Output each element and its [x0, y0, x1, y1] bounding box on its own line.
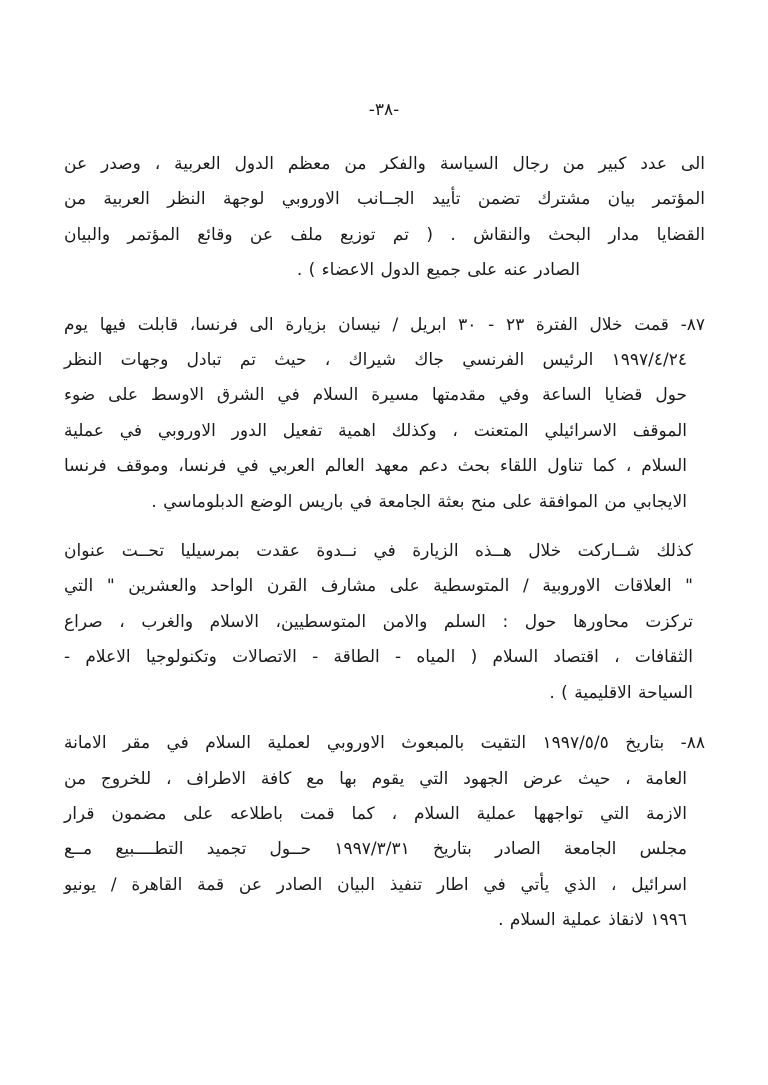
text-line: الايجابي من الموافقة على منح بعثة الجامعة في باريس الوضع الدبلوماسي . [151, 491, 687, 512]
text-line: " العلاقات الاوروبية / المتوسطية على مشارف القرن الواحد والعشرين " التي [64, 576, 693, 597]
text-line: اسرائيل ، الذي يأتي في اطار تنفيذ البيان الصادر عن قمة القاهرة / يونيو [64, 874, 687, 895]
paragraph-seminar [64, 534, 705, 711]
text-line: السلام ، كما تناول اللقاء بحث دعم معهد العالم العربي في فرنسا، وموقف فرنسا [64, 456, 687, 477]
text-line: الازمة التي تواجهها عملية السلام ، كما قمت باطلاعه على مضمون قرار [64, 803, 687, 824]
text-line: الى عدد كبير من رجال السياسة والفكر من معظم الدول العربية ، وصدر عن [64, 154, 705, 174]
text-line: حول قضايا الساعة وفي مقدمتها مسيرة السلام في الشرق الاوسط على ضوء [64, 385, 687, 406]
text-line: العامة ، حيث عرض الجهود التي يقوم بها مع كافة الاطراف ، للخروج من [64, 768, 687, 789]
text-line: الصادر عنه على جميع الدول الاعضاء ) . [296, 260, 580, 281]
text-line: ١٩٩٧/٤/٢٤ الرئيس الفرنسي جاك شيراك ، حيث تم تبادل وجهات النظر [64, 350, 687, 371]
paragraph-item-88 [64, 726, 705, 938]
text-line: مجلس الجامعة الصادر بتاريخ ١٩٩٧/٣/٣١ حــول تجميد التطــــبيع مــع [64, 839, 687, 860]
paragraph-intro [64, 147, 705, 289]
text-line: ١٩٩٦ لانقاذ عملية السلام . [498, 910, 687, 931]
text-line: كذلك شــاركت خلال هــذه الزيارة في نــدوة عقدت بمرسيليا تحــت عنوان [64, 541, 693, 562]
page-number: -٣٨- [368, 100, 400, 120]
text-line: القضايا مدار البحث والنقاش . ( تم توزيع ملف عن وقائع المؤتمر والبيان [64, 224, 705, 245]
paragraph-item-87 [64, 308, 705, 520]
text-line-numbered: ٨٨- بتاريخ ١٩٩٧/٥/٥ التقيت بالمبعوث الاوروبي لعملية السلام في مقر الامانة [64, 733, 705, 754]
text-line: الثقافات ، اقتصاد السلام ( المياه - الطاقة - الاتصالات وتكنولوجيا الاعلام - [64, 647, 693, 668]
document-body [64, 147, 705, 939]
text-line: تركزت محاورها حول : السلم والامن المتوسطيين، الاسلام والغرب ، صراع [64, 611, 693, 632]
text-line: السياحة الاقليمية ) . [549, 682, 693, 703]
text-line-numbered: ٨٧- قمت خلال الفترة ٢٣ - ٣٠ ابريل / نيسان بزيارة الى فرنسا، قابلت فيها يوم [64, 314, 705, 335]
text-line: الموقف الاسرائيلي المتعنت ، وكذلك اهمية تفعيل الدور الاوروبي في عملية [64, 420, 687, 441]
text-line: المؤتمر بيان مشترك تضمن تأييد الجــانب الاوروبي لوجهة النظر العربية من [64, 189, 705, 210]
